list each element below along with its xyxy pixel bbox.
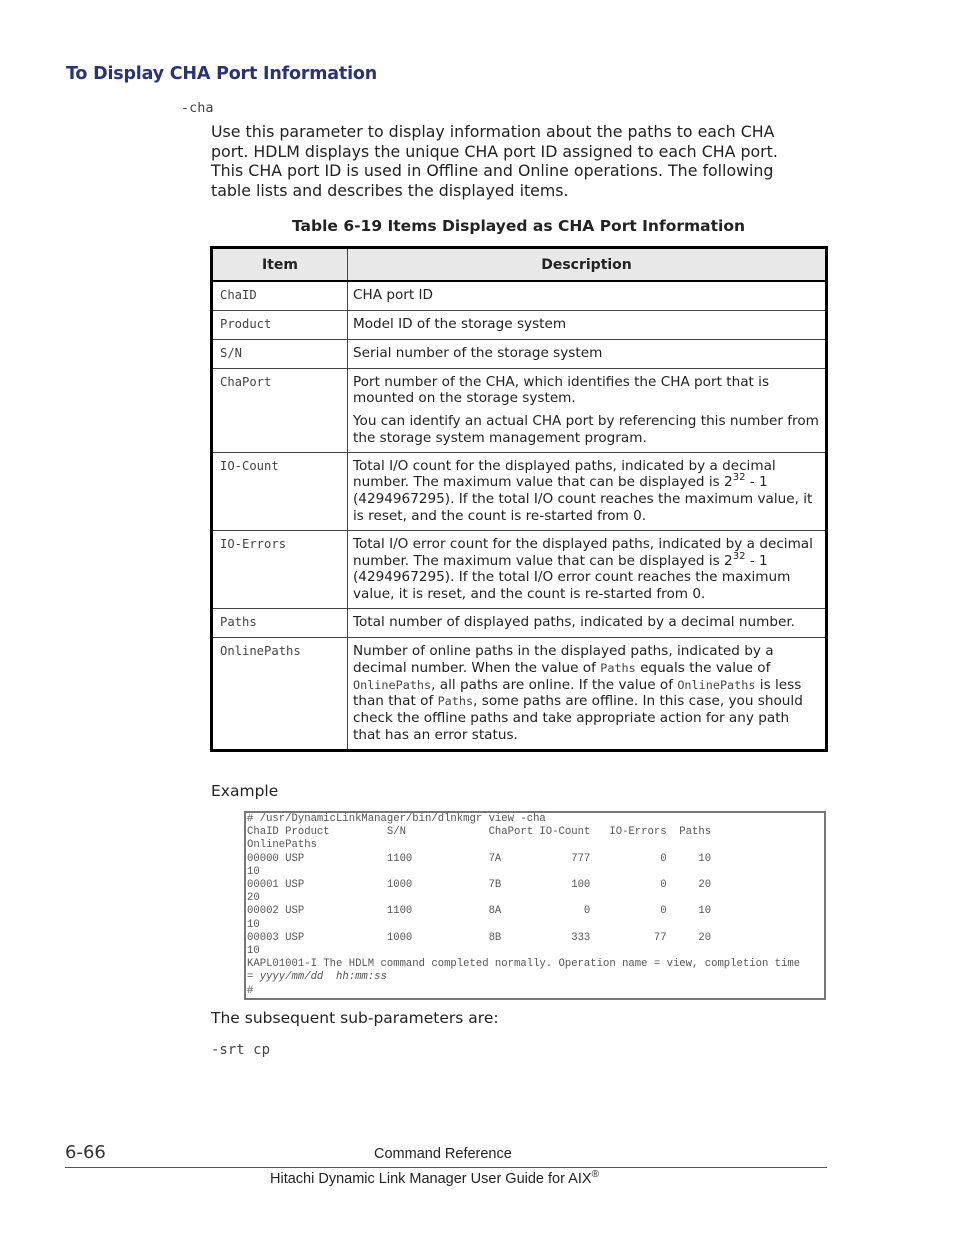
example-line: 00002 USP 1100 8A 0 0 10: [247, 905, 712, 918]
table-caption: Table 6-19 Items Displayed as CHA Port Information: [291, 217, 746, 235]
example-output-box: [244, 811, 826, 1000]
description-paragraph: You can identify an actual CHA port by referencing this number from the storage system management program.: [353, 413, 819, 446]
example-label: Example: [211, 782, 279, 800]
item-cell: OnlinePaths: [212, 638, 348, 751]
description-text: equals the value of: [635, 659, 771, 676]
item-cell: S/N: [212, 339, 348, 368]
book-title: Hitachi Dynamic Link Manager User Guide for AIX: [270, 1171, 592, 1187]
table-row: [212, 310, 827, 339]
table-row: [212, 530, 827, 608]
item-cell: ChaPort: [212, 368, 348, 452]
description-cell: [348, 452, 827, 530]
item-cell: ChaID: [212, 281, 348, 310]
intro-line: port. HDLM displays the unique CHA port ID assigned to each CHA port.: [211, 141, 778, 161]
intro-line: Use this parameter to display information about the paths to each CHA: [211, 122, 775, 141]
inline-code: Paths: [437, 694, 474, 709]
table-row: [212, 368, 827, 452]
description-cell: Model ID of the storage system: [348, 310, 827, 339]
description-text: - 1 (4294967295). If the total I/O count reaches the maximum value, it is reset, and the count is re-started from 0.: [353, 474, 813, 525]
footer-book-title: [270, 1171, 599, 1187]
table-row: [212, 452, 827, 530]
table-row: [212, 638, 827, 751]
exponent: 32: [732, 550, 746, 562]
example-line: = yyyy/mm/dd hh:mm:ss: [247, 971, 387, 984]
example-output: [246, 813, 824, 998]
example-line: OnlinePaths: [247, 839, 317, 852]
intro-line: This CHA port ID is used in Offline and Online operations. The following: [211, 161, 774, 181]
description-text: Total I/O error count for the displayed paths, indicated by a decimal number. The maximum value that can be displayed is 2: [353, 535, 813, 569]
inline-code: OnlinePaths: [677, 677, 756, 692]
footer-divider: [65, 1167, 827, 1168]
inline-code: Paths: [600, 660, 636, 675]
description-paragraph: Port number of the CHA, which identifies the CHA port that is mounted on the storage system.: [353, 373, 770, 407]
item-cell: Paths: [212, 609, 348, 638]
subparameters-text: The subsequent sub-parameters are:: [211, 1009, 499, 1027]
inline-code: OnlinePaths: [353, 677, 432, 692]
example-line: 00000 USP 1100 7A 777 0 10: [247, 852, 712, 865]
intro-line: table lists and describes the displayed items.: [211, 180, 569, 200]
example-line: 10: [247, 918, 260, 931]
example-line: # /usr/DynamicLinkManager/bin/dlnkmgr view -cha: [247, 813, 546, 825]
page-number: 6-66: [65, 1142, 106, 1163]
parameter-name: -cha: [181, 100, 214, 116]
example-line: KAPL01001-I The HDLM command completed normally. Operation name = view, completion time: [247, 958, 801, 971]
example-line: 10: [247, 865, 260, 878]
example-line: 10: [247, 945, 260, 958]
footer-section: Command Reference: [374, 1146, 512, 1162]
example-line: 00003 USP 1000 8B 333 77 20: [247, 931, 712, 944]
description-text: , all paths are online. If the value of: [431, 676, 678, 693]
description-cell: [348, 530, 827, 608]
intro-paragraph: [211, 122, 821, 200]
table-row: [212, 339, 827, 368]
description-text: Number of online paths in the displayed paths, indicated by a decimal number. When the value of: [353, 643, 774, 676]
header-item: Item: [212, 248, 348, 282]
description-cell: Total number of displayed paths, indicated by a decimal number.: [348, 609, 827, 638]
description-cell: [348, 368, 827, 452]
exponent: 32: [732, 472, 746, 484]
item-cell: IO-Errors: [212, 530, 348, 608]
description-cell: CHA port ID: [348, 281, 827, 310]
section-heading: To Display CHA Port Information: [66, 64, 377, 84]
description-text: - 1 (4294967295). If the total I/O error count reaches the maximum value, it is reset, and the count is re-started from 0.: [353, 552, 791, 603]
header-description: Description: [348, 248, 827, 282]
example-line: 00001 USP 1000 7B 100 0 20: [247, 879, 712, 892]
table-row: [212, 609, 827, 638]
subparameter-code: -srt cp: [211, 1042, 271, 1058]
example-line: 20: [247, 892, 260, 905]
example-line: ChaID Product S/N ChaPort IO-Count IO-Errors Paths: [247, 826, 712, 839]
description-text: , some paths are offline. In this case, you should check the offline paths and take appropriate action for any path that has an error status.: [353, 693, 803, 744]
registered-mark: ®: [591, 1169, 599, 1180]
description-text: is less than that of: [353, 676, 802, 710]
table-row: [212, 281, 827, 310]
description-text: Total I/O count for the displayed paths, indicated by a decimal number. The maximum value that can be displayed is 2: [353, 457, 776, 491]
description-cell: [348, 638, 827, 751]
item-cell: Product: [212, 310, 348, 339]
table-header-row: [212, 248, 827, 282]
example-line: #: [247, 984, 254, 997]
items-table: [210, 246, 828, 752]
description-cell: Serial number of the storage system: [348, 339, 827, 368]
item-cell: IO-Count: [212, 452, 348, 530]
